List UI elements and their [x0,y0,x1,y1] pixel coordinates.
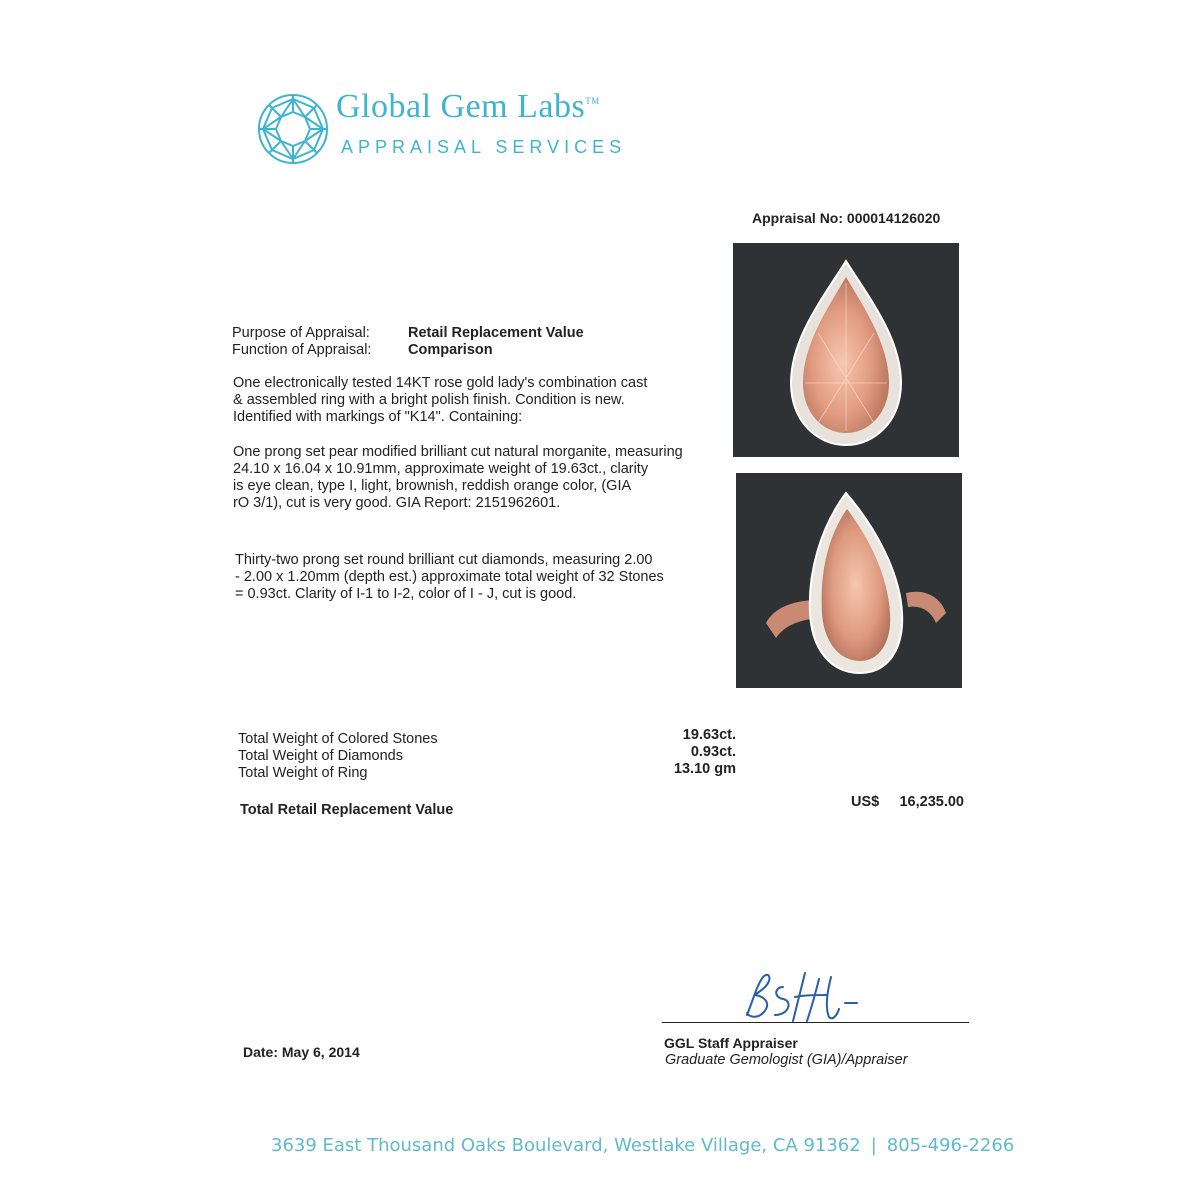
ring-photo-top [733,243,959,457]
footer-phone: 805-496-2266 [886,1135,1015,1156]
purpose-value: Retail Replacement Value [408,325,584,341]
signer-name: GGL Staff Appraiser [664,1035,798,1051]
purpose-label: Purpose of Appraisal: [232,325,370,341]
description-line: One prong set pear modified brilliant cut natural morganite, measuring [233,444,683,460]
ring-description [233,375,647,426]
footer-separator: | [870,1135,877,1156]
brand-subtitle: APPRAISAL SERVICES [341,137,627,157]
appraisal-date: Date: May 6, 2014 [243,1044,360,1060]
description-line: One electronically tested 14KT rose gold lady's combination cast [233,375,648,391]
total-label: Total Weight of Colored Stones [238,731,438,747]
description-line: - 2.00 x 1.20mm (depth est.) approximate total weight of 32 Stones [235,569,664,585]
ring-photo-angle [736,473,962,688]
total-value: 0.93ct. [690,744,736,760]
signature-line [662,1022,969,1023]
gem-outline-icon [256,92,330,166]
footer-address: 3639 East Thousand Oaks Boulevard, Westlake Village, CA 91362 [271,1135,861,1156]
total-label: Total Weight of Ring [238,765,368,781]
function-value: Comparison [408,342,493,358]
description-line: & assembled ring with a bright polish finish. Condition is new. [233,392,625,408]
diamond-description [235,552,664,603]
total-value: 13.10 gm [673,761,736,777]
brand-name: Global Gem Labs™ [336,88,600,125]
total-label: Total Weight of Diamonds [238,748,403,764]
description-line: is eye clean, type I, light, brownish, reddish orange color, (GIA [233,478,632,494]
purpose-block [232,325,584,359]
description-line: 24.10 x 16.04 x 10.91mm, approximate weight of 19.63ct., clarity [233,461,649,477]
totals-values [600,727,736,778]
replacement-label: Total Retail Replacement Value [240,802,454,818]
description-line: Identified with markings of "K14". Containing: [233,409,523,425]
description-line: rO 3/1), cut is very good. GIA Report: 2151962601. [233,495,561,511]
morganite-description [233,444,683,512]
description-line: = 0.93ct. Clarity of I-1 to I-2, color of I - J, cut is good. [235,586,577,602]
function-label: Function of Appraisal: [232,342,372,358]
replacement-currency: US$ [851,794,880,810]
totals-labels [238,731,438,782]
replacement-amount: 16,235.00 [899,794,964,810]
footer-contact [271,1135,1014,1156]
appraisal-number: Appraisal No: 000014126020 [752,210,941,226]
signer-title: Graduate Gemologist (GIA)/Appraiser [665,1052,908,1068]
signature-scribble [735,965,865,1027]
trademark-mark: TM [585,96,600,106]
description-line: Thirty-two prong set round brilliant cut diamonds, measuring 2.00 [235,552,653,568]
total-value: 19.63ct. [682,727,736,743]
